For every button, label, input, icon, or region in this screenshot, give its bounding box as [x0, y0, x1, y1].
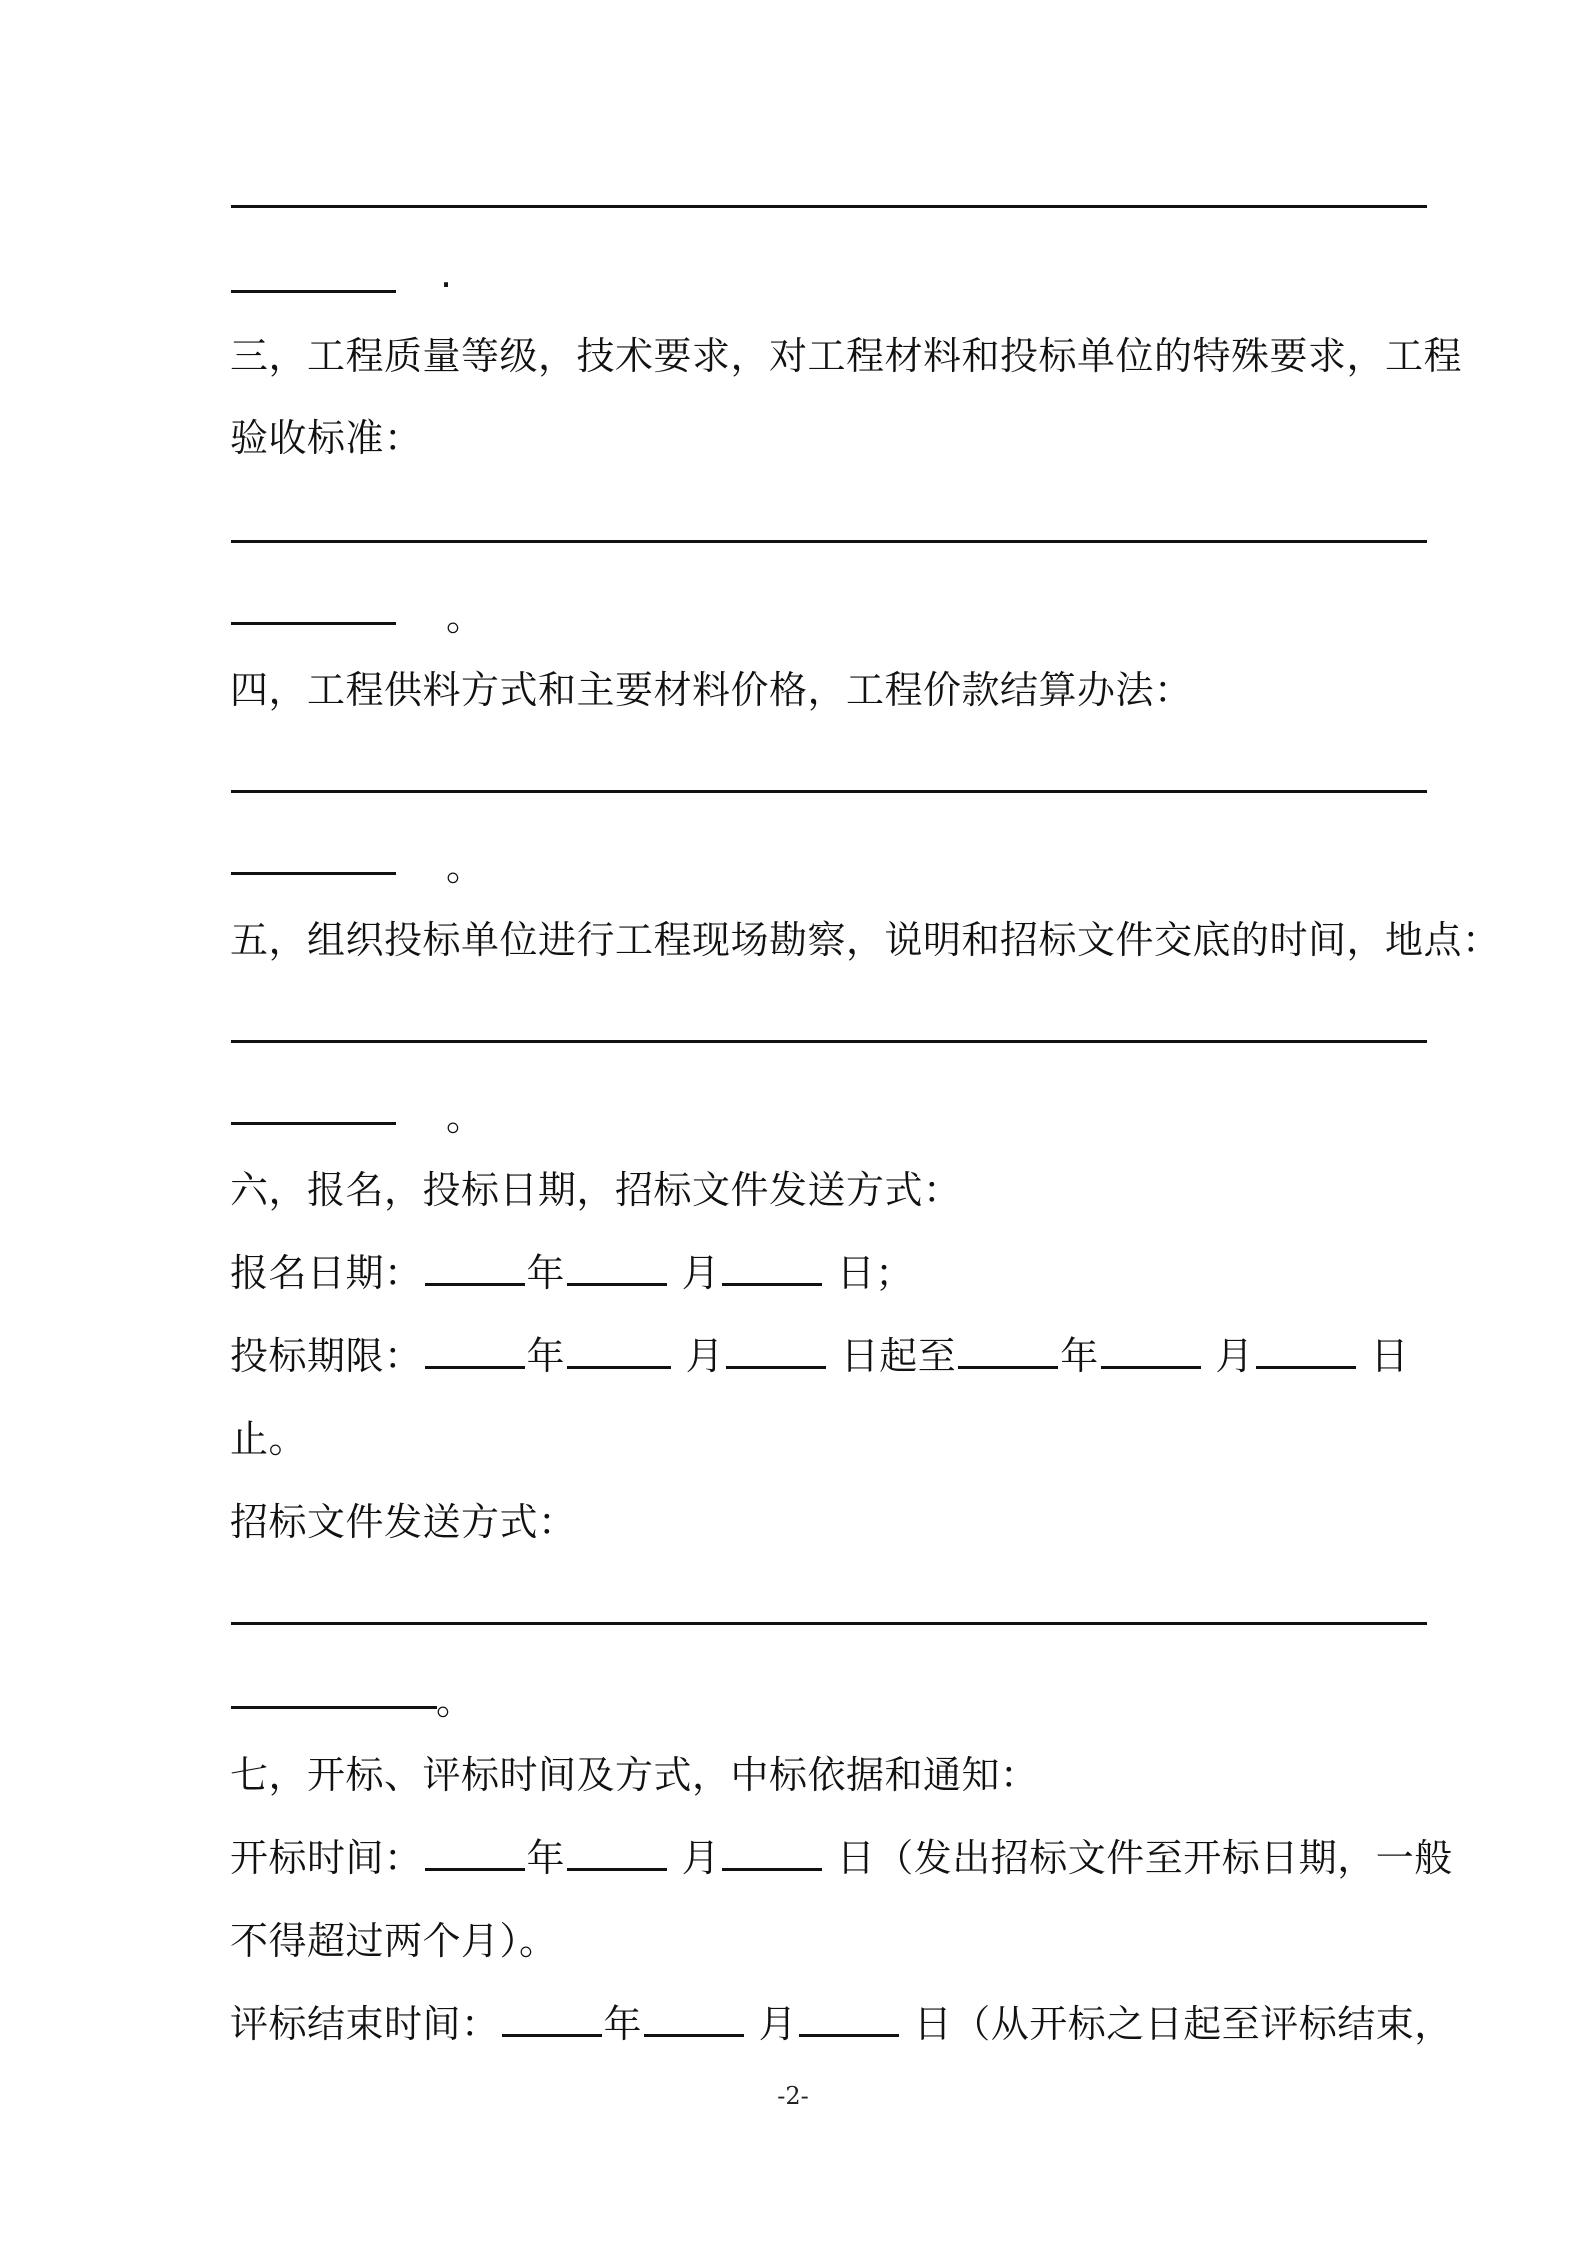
section-3-continued: 验收标准： — [230, 416, 423, 460]
fill-end-mark: 。 — [446, 845, 485, 889]
day-blank — [1256, 1334, 1356, 1369]
fill-line-short — [231, 1122, 396, 1125]
fill-line — [231, 1622, 1427, 1625]
send-method-label: 招标文件发送方式： — [230, 1500, 577, 1544]
section-6-heading: 六，报名，投标日期，招标文件发送方式： — [230, 1168, 962, 1212]
page-number: -2- — [777, 2082, 809, 2110]
opening-time-line: 开标时间： 年 月 日（发出招标文件至开标日期，一般 — [230, 1836, 1453, 1880]
year-blank — [425, 1836, 525, 1871]
fill-line — [231, 790, 1427, 793]
evaluation-label: 评标结束时间： — [230, 2002, 500, 2046]
day-blank — [799, 2002, 899, 2037]
fill-line — [231, 1040, 1427, 1043]
registration-label: 报名日期： — [230, 1251, 423, 1295]
registration-date-line: 报名日期： 年 月 日； — [230, 1251, 914, 1295]
fill-line-medium — [231, 1706, 437, 1709]
section-3-heading: 三，工程质量等级，技术要求，对工程材料和投标单位的特殊要求，工程 — [230, 334, 1463, 378]
year-blank — [958, 1334, 1058, 1369]
fill-end-mark: 。 — [446, 1095, 485, 1139]
fill-end-mark: 。 — [446, 595, 485, 639]
fill-end-mark: · — [440, 263, 453, 307]
section-7-continued: 不得超过两个月）。 — [230, 1919, 558, 1963]
opening-label: 开标时间： — [230, 1836, 423, 1880]
fill-line-short — [231, 622, 396, 625]
section-6-continued: 止。 — [230, 1417, 308, 1461]
month-blank — [567, 1836, 667, 1871]
day-blank — [722, 1251, 822, 1286]
fill-line — [231, 205, 1427, 208]
fill-line — [231, 540, 1427, 543]
year-blank — [425, 1251, 525, 1286]
year-blank — [502, 2002, 602, 2037]
evaluation-time-line: 评标结束时间： 年 月 日（从开标之日起至评标结束， — [230, 2002, 1453, 2046]
month-blank — [567, 1334, 671, 1369]
section-5-heading: 五，组织投标单位进行工程现场勘察，说明和招标文件交底的时间，地点： — [230, 918, 1501, 962]
fill-end-mark: 。 — [436, 1679, 475, 1723]
day-blank — [722, 1836, 822, 1871]
section-4-heading: 四，工程供料方式和主要材料价格，工程价款结算办法： — [230, 668, 1193, 712]
month-blank — [644, 2002, 744, 2037]
fill-line-short — [231, 872, 396, 875]
month-blank — [1101, 1334, 1201, 1369]
month-blank — [567, 1251, 667, 1286]
year-blank — [425, 1334, 525, 1369]
bid-period-label: 投标期限： — [230, 1334, 423, 1378]
section-7-heading: 七，开标、评标时间及方式，中标依据和通知： — [230, 1753, 1039, 1797]
day-blank — [726, 1334, 826, 1369]
fill-line-short — [231, 290, 396, 293]
bid-period-line: 投标期限： 年 月 日起至 年 月 日 — [230, 1334, 1409, 1378]
